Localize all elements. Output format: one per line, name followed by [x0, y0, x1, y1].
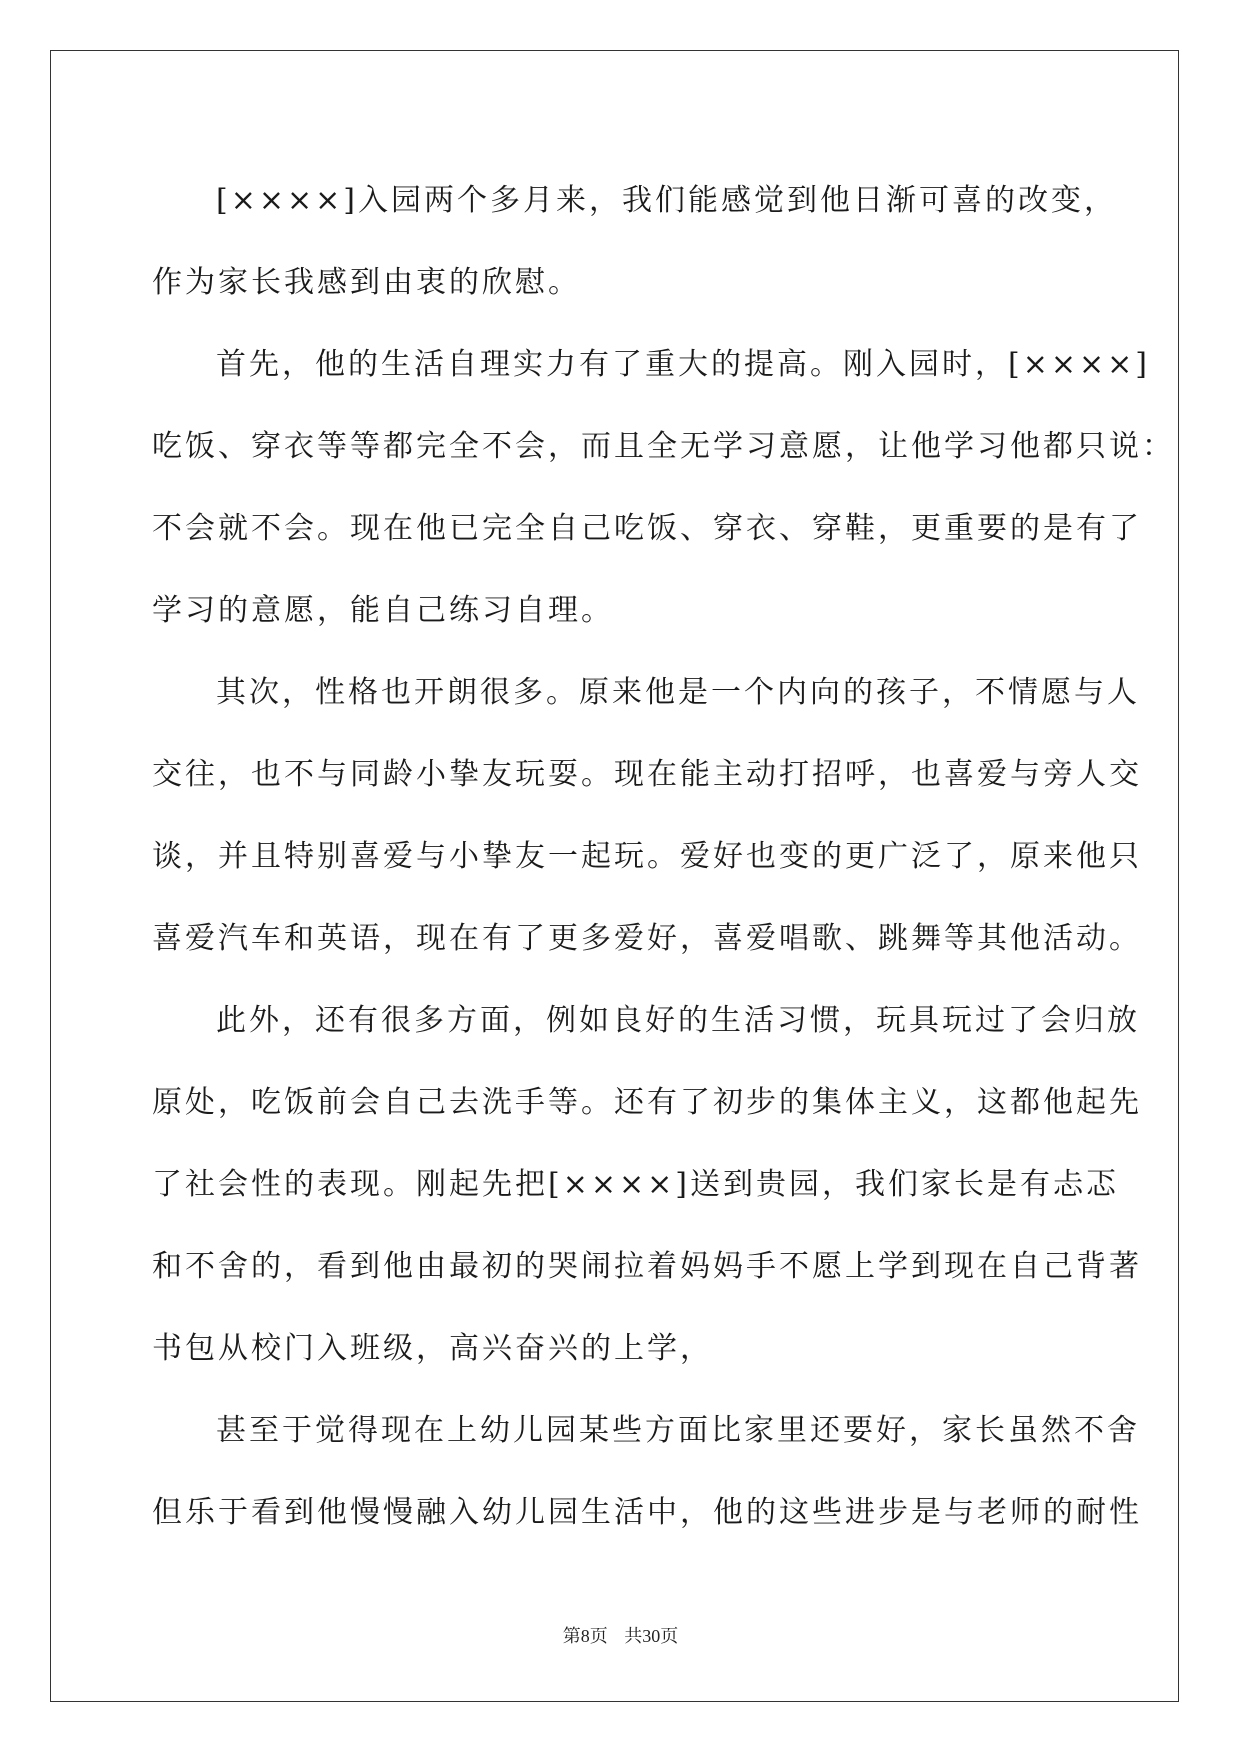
text-line: 了社会性的表现。刚起先把[××××]送到贵园，我们家长是有忐忑: [152, 1167, 1119, 1202]
text-line: 喜爱汽车和英语，现在有了更多爱好，喜爱唱歌、跳舞等其他活动。: [152, 921, 1142, 956]
text-line: 其次，性格也开朗很多。原来他是一个内向的孩子，不情愿与人: [216, 675, 1140, 710]
page-total: 共30页: [624, 1626, 679, 1646]
text-line: 原处，吃饭前会自己去洗手等。还有了初步的集体主义，这都他起先: [152, 1085, 1142, 1120]
text-line: 不会就不会。现在他已完全自己吃饭、穿衣、穿鞋，更重要的是有了: [152, 511, 1142, 546]
text-line: 书包从校门入班级，高兴奋兴的上学，: [152, 1331, 713, 1366]
paragraph-5: [152, 1390, 1142, 1554]
paragraph-3: [152, 652, 1142, 980]
page-number: 第8页: [562, 1626, 608, 1646]
paragraph-1: [152, 160, 1117, 324]
text-line: 谈，并且特别喜爱与小挚友一起玩。爱好也变的更广泛了，原来他只: [152, 839, 1142, 874]
text-line: 和不舍的，看到他由最初的哭闹拉着妈妈手不愿上学到现在自己背著: [152, 1249, 1142, 1284]
page-footer: [0, 1622, 1241, 1648]
text-line: 交往，也不与同龄小挚友玩耍。现在能主动打招呼，也喜爱与旁人交: [152, 757, 1142, 792]
text-line: 作为家长我感到由衷的欣慰。: [152, 265, 581, 300]
text-line: [××××]入园两个多月来，我们能感觉到他日渐可喜的改变，: [216, 183, 1117, 218]
document-body: [152, 160, 1175, 1554]
text-line: 此外，还有很多方面，例如良好的生活习惯，玩具玩过了会归放: [216, 1003, 1140, 1038]
text-line: 首先，他的生活自理实力有了重大的提高。刚入园时，[××××]: [216, 347, 1150, 382]
paragraph-2: [152, 324, 1175, 652]
paragraph-4: [152, 980, 1142, 1390]
text-line: 但乐于看到他慢慢融入幼儿园生活中，他的这些进步是与老师的耐性: [152, 1495, 1142, 1530]
text-line: 吃饭、穿衣等等都完全不会，而且全无学习意愿，让他学习他都只说：: [152, 429, 1175, 464]
text-line: 甚至于觉得现在上幼儿园某些方面比家里还要好，家长虽然不舍: [216, 1413, 1140, 1448]
text-line: 学习的意愿，能自己练习自理。: [152, 593, 614, 628]
